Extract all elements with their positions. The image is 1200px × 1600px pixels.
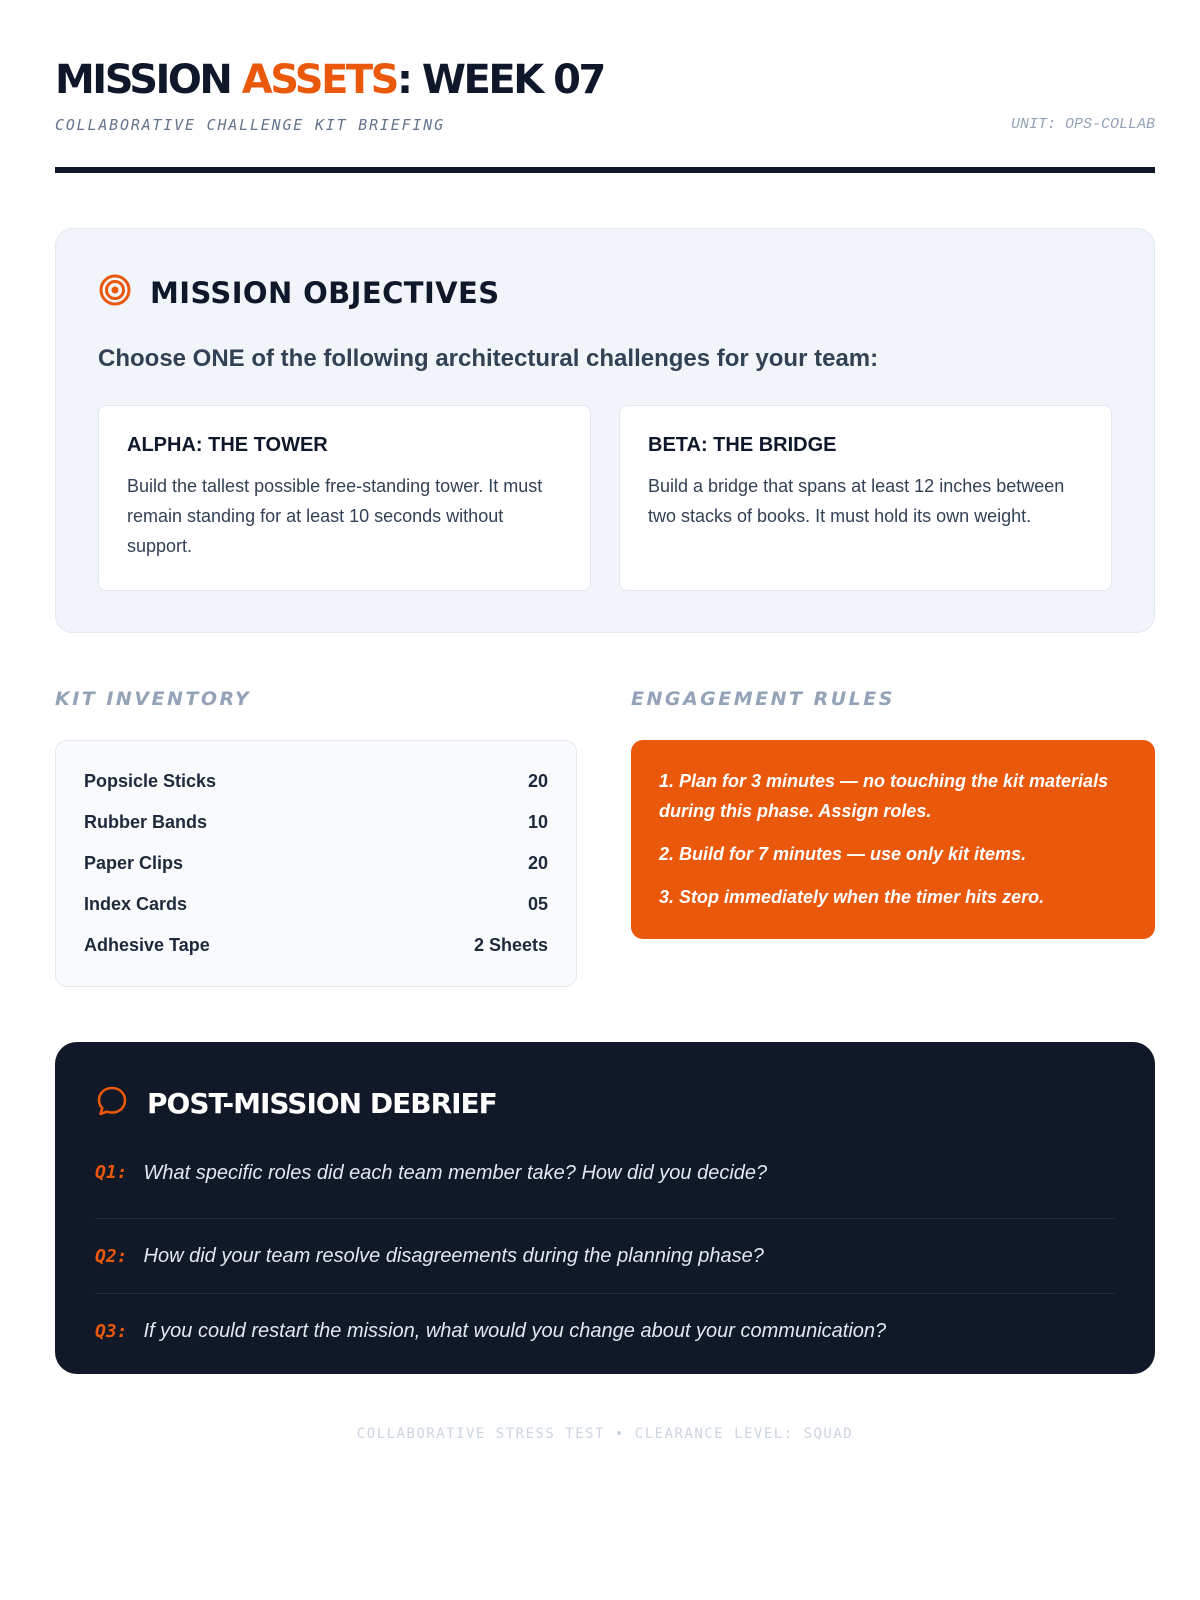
item-name: Index Cards bbox=[84, 894, 188, 914]
mission-objectives-panel bbox=[55, 228, 1155, 633]
post-mission-debrief-panel bbox=[55, 1042, 1155, 1374]
challenge-description: Build a bridge that spans at least 12 inches between two stacks of books. It must hold its own weight. bbox=[648, 476, 1065, 526]
question-text: If you could restart the mission, what would you change about your communication? bbox=[143, 1320, 887, 1342]
page-title bbox=[55, 52, 1155, 108]
rule-item: 3. Stop immediately when the timer hits zero. bbox=[659, 887, 1045, 907]
objectives-header bbox=[98, 273, 499, 312]
page-footer: COLLABORATIVE STRESS TEST • CLEARANCE LEVEL: SQUAD bbox=[356, 1426, 854, 1442]
item-name: Paper Clips bbox=[84, 853, 184, 873]
list-item bbox=[84, 925, 548, 966]
item-quantity: 20 bbox=[527, 853, 548, 873]
list-item bbox=[84, 884, 548, 925]
title-part-2: : WEEK 07 bbox=[397, 57, 604, 103]
item-quantity: 10 bbox=[527, 812, 548, 832]
list-item bbox=[84, 843, 548, 884]
objectives-intro: Choose ONE of the following architectural challenges for your team: bbox=[98, 345, 879, 372]
page-header bbox=[55, 52, 1155, 134]
subtitle-row bbox=[55, 116, 1155, 134]
target-icon bbox=[98, 273, 132, 312]
question-number: Q1: bbox=[95, 1162, 128, 1183]
rule-item: 2. Build for 7 minutes — use only kit items. bbox=[659, 844, 1027, 864]
list-item bbox=[84, 802, 548, 843]
question-text: How did your team resolve disagreements during the planning phase? bbox=[143, 1244, 764, 1267]
header-divider bbox=[55, 167, 1155, 173]
debrief-heading: POST-MISSION DEBRIEF bbox=[147, 1087, 497, 1120]
engagement-rules-label: ENGAGEMENT RULES bbox=[631, 688, 895, 710]
challenge-card-alpha bbox=[98, 405, 591, 591]
list-item bbox=[95, 1162, 1115, 1219]
kit-inventory-label: KIT INVENTORY bbox=[55, 688, 252, 710]
debrief-header bbox=[95, 1084, 497, 1123]
rule-item: 1. Plan for 3 minutes — no touching the kit materials during this phase. Assign roles. bbox=[659, 771, 1109, 821]
question-text: What specific roles did each team member take? How did you decide? bbox=[143, 1162, 768, 1184]
list-item bbox=[84, 761, 548, 802]
challenge-description: Build the tallest possible free-standing tower. It must remain standing for at least 10 seconds without support. bbox=[127, 476, 543, 556]
page-subtitle: COLLABORATIVE CHALLENGE KIT BRIEFING bbox=[55, 116, 445, 134]
challenge-card-beta bbox=[619, 405, 1112, 591]
list-item bbox=[95, 1294, 1115, 1369]
objectives-heading: MISSION OBJECTIVES bbox=[150, 275, 500, 310]
question-number: Q3: bbox=[95, 1321, 128, 1342]
debrief-questions bbox=[95, 1162, 1115, 1369]
question-number: Q2: bbox=[95, 1245, 128, 1267]
kit-inventory-list bbox=[55, 740, 577, 987]
item-name: Rubber Bands bbox=[84, 812, 208, 832]
engagement-rules-box bbox=[631, 740, 1155, 939]
item-name: Popsicle Sticks bbox=[84, 771, 217, 791]
item-quantity: 20 bbox=[527, 771, 548, 791]
item-quantity: 2 Sheets bbox=[473, 935, 548, 955]
item-name: Adhesive Tape bbox=[84, 935, 210, 955]
title-part-1: MISSION bbox=[55, 57, 242, 103]
challenge-title: ALPHA: THE TOWER bbox=[127, 434, 328, 456]
challenge-title: BETA: THE BRIDGE bbox=[648, 434, 837, 456]
speech-bubble-icon bbox=[95, 1084, 129, 1123]
title-accent: ASSETS bbox=[241, 57, 397, 103]
unit-code: UNIT: OPS-COLLAB bbox=[1010, 116, 1155, 133]
item-quantity: 05 bbox=[527, 894, 548, 914]
list-item bbox=[95, 1219, 1115, 1294]
